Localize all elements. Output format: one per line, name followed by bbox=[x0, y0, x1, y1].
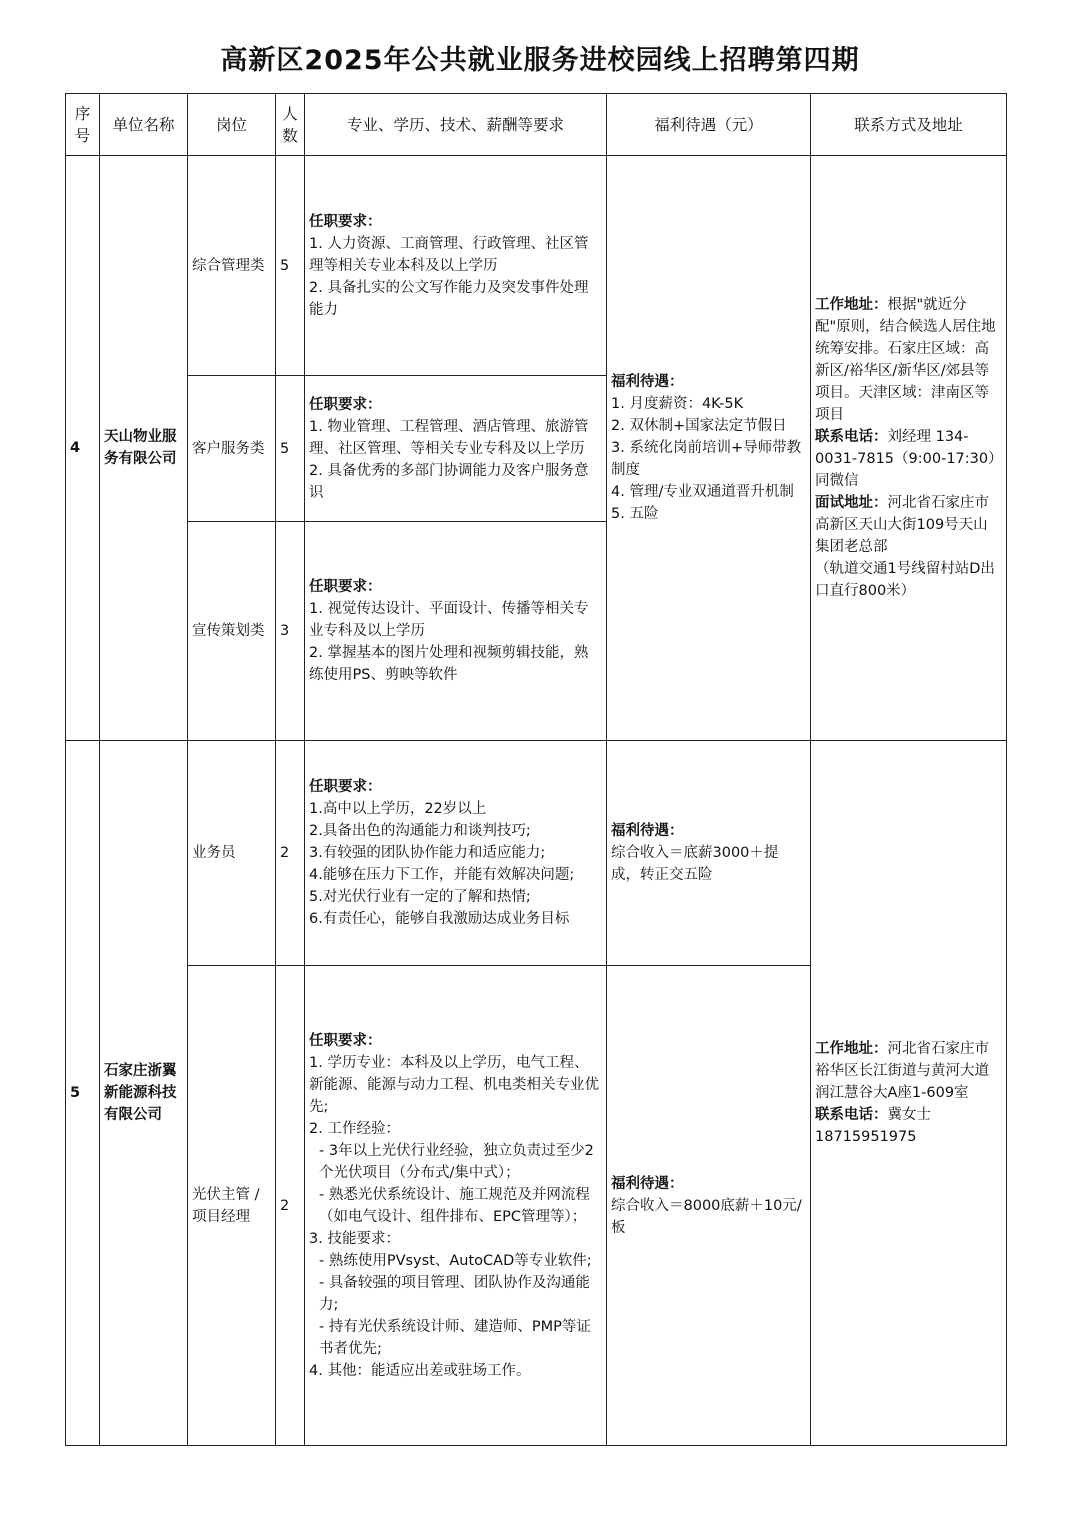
position-cell: 业务员 bbox=[188, 741, 276, 966]
benefit-line: 2. 双休制+国家法定节假日 bbox=[611, 418, 787, 434]
benefit-line: 综合收入＝底薪3000＋提成，转正交五险 bbox=[611, 845, 779, 883]
requirement-line: - 3年以上光伏行业经验，独立负责过至少2个光伏项目（分布式/集中式）； bbox=[319, 1142, 594, 1181]
interview-address: 河北省石家庄市高新区天山大街109号天山集团老总部 bbox=[815, 495, 989, 555]
requirements-label: 任职要求： bbox=[309, 579, 382, 595]
requirements-label: 任职要求： bbox=[309, 396, 382, 413]
requirements-cell bbox=[305, 522, 607, 741]
contact-cell bbox=[811, 741, 1007, 1446]
phone-value: 刘经理 134-0031-7815（9:00-17:30）同微信 bbox=[815, 429, 996, 489]
recruitment-table bbox=[65, 93, 1007, 1446]
count-cell: 5 bbox=[276, 156, 305, 376]
requirement-line: 3. 技能要求： bbox=[309, 1230, 400, 1247]
requirement-line: 2. 具备优秀的多部门协调能力及客户服务意识 bbox=[309, 462, 589, 501]
work-address-label: 工作地址： bbox=[815, 1041, 888, 1057]
requirements-label: 任职要求： bbox=[309, 1032, 382, 1049]
requirement-line: 2. 掌握基本的图片处理和视频剪辑技能，熟练使用PS、剪映等软件 bbox=[309, 645, 589, 683]
requirement-line: 1. 视觉传达设计、平面设计、传播等相关专业专科及以上学历 bbox=[309, 601, 589, 639]
phone-number: 18715951975 bbox=[815, 1129, 917, 1145]
contact-cell bbox=[811, 156, 1007, 741]
requirement-line: 3.有较强的团队协作能力和适应能力; bbox=[309, 845, 546, 861]
requirement-line: 2. 工作经验： bbox=[309, 1120, 400, 1137]
benefits-label: 福利待遇： bbox=[611, 374, 684, 390]
count-cell: 3 bbox=[276, 522, 305, 741]
requirement-line: 2.具备出色的沟通能力和谈判技巧; bbox=[309, 823, 531, 839]
table-row bbox=[66, 156, 1007, 376]
seq-cell: 4 bbox=[66, 156, 100, 741]
header-requirements: 专业、学历、技术、薪酬等要求 bbox=[305, 94, 607, 156]
company-name-cell: 天山物业服务有限公司 bbox=[100, 156, 188, 741]
position-cell: 宣传策划类 bbox=[188, 522, 276, 741]
benefits-cell bbox=[607, 741, 811, 966]
requirement-line: 4.能够在压力下工作，并能有效解决问题; bbox=[309, 867, 575, 883]
requirement-line: 1. 学历专业：本科及以上学历，电气工程、新能源、能源与动力工程、机电类相关专业优先; bbox=[309, 1054, 599, 1115]
benefit-line: 4. 管理/专业双通道晋升机制 bbox=[611, 484, 794, 500]
benefit-line: 综合收入＝8000底薪＋10元/板 bbox=[611, 1197, 802, 1236]
requirement-line: - 具备较强的项目管理、团队协作及沟通能力; bbox=[319, 1274, 590, 1313]
requirement-line: 1. 物业管理、工程管理、酒店管理、旅游管理、社区管理、等相关专业专科及以上学历 bbox=[309, 418, 589, 457]
phone-label: 联系电话： bbox=[815, 429, 888, 445]
benefits-cell bbox=[607, 156, 811, 741]
phone-contact-name: 冀女士 bbox=[887, 1107, 931, 1123]
requirement-line: 1.高中以上学历，22岁以上 bbox=[309, 801, 487, 817]
interview-note: （轨道交通1号线留村站D出口直行800米） bbox=[815, 561, 995, 599]
requirements-cell bbox=[305, 376, 607, 522]
requirement-line: - 熟悉光伏系统设计、施工规范及并网流程（如电气设计、组件排布、EPC管理等）； bbox=[319, 1186, 590, 1225]
requirements-cell bbox=[305, 741, 607, 966]
count-cell: 5 bbox=[276, 376, 305, 522]
count-cell: 2 bbox=[276, 741, 305, 966]
benefit-line: 3. 系统化岗前培训+导师带教制度 bbox=[611, 440, 802, 478]
position-cell: 客户服务类 bbox=[188, 376, 276, 522]
work-address: 根据"就近分配"原则，结合候选人居住地统筹安排。石家庄区域：高新区/裕华区/新华区/郊县等项目。天津区域：津南区等项目 bbox=[815, 297, 996, 423]
work-address: 河北省石家庄市裕华区长江街道与黄河大道润江慧谷大A座1-609室 bbox=[815, 1041, 989, 1101]
requirements-label: 任职要求： bbox=[309, 779, 382, 795]
benefit-line: 5. 五险 bbox=[611, 506, 659, 522]
benefits-label: 福利待遇： bbox=[611, 1175, 684, 1192]
position-cell: 综合管理类 bbox=[188, 156, 276, 376]
requirements-cell bbox=[305, 966, 607, 1446]
header-contact: 联系方式及地址 bbox=[811, 94, 1007, 156]
requirements-label: 任职要求： bbox=[309, 213, 382, 230]
header-benefits: 福利待遇（元） bbox=[607, 94, 811, 156]
header-count: 人数 bbox=[276, 94, 305, 156]
header-position: 岗位 bbox=[188, 94, 276, 156]
seq-cell: 5 bbox=[66, 741, 100, 1446]
table-row bbox=[66, 741, 1007, 966]
requirement-line: 2. 具备扎实的公文写作能力及突发事件处理能力 bbox=[309, 279, 589, 318]
company-name-cell: 石家庄浙翼新能源科技有限公司 bbox=[100, 741, 188, 1446]
requirement-line: - 熟练使用PVsyst、AutoCAD等专业软件; bbox=[319, 1252, 592, 1269]
requirement-line: 6.有责任心，能够自我激励达成业务目标 bbox=[309, 911, 570, 927]
requirement-line: - 持有光伏系统设计师、建造师、PMP等证书者优先; bbox=[319, 1318, 591, 1357]
position-cell: 光伏主管 / 项目经理 bbox=[188, 966, 276, 1446]
requirements-cell bbox=[305, 156, 607, 376]
requirement-line: 4. 其他：能适应出差或驻场工作。 bbox=[309, 1362, 531, 1379]
requirement-line: 1. 人力资源、工商管理、行政管理、社区管理等相关专业本科及以上学历 bbox=[309, 235, 589, 274]
work-address-label: 工作地址： bbox=[815, 297, 888, 313]
header-row bbox=[66, 94, 1007, 156]
phone-label: 联系电话： bbox=[815, 1107, 888, 1123]
benefit-line: 1. 月度薪资：4K-5K bbox=[611, 396, 744, 412]
benefits-cell bbox=[607, 966, 811, 1446]
interview-address-label: 面试地址： bbox=[815, 495, 888, 511]
benefits-label: 福利待遇： bbox=[611, 823, 684, 839]
header-seq: 序号 bbox=[66, 94, 100, 156]
page-title: 高新区2025年公共就业服务进校园线上招聘第四期 bbox=[220, 45, 860, 76]
requirement-line: 5.对光伏行业有一定的了解和热情; bbox=[309, 889, 531, 905]
count-cell: 2 bbox=[276, 966, 305, 1446]
header-company: 单位名称 bbox=[100, 94, 188, 156]
